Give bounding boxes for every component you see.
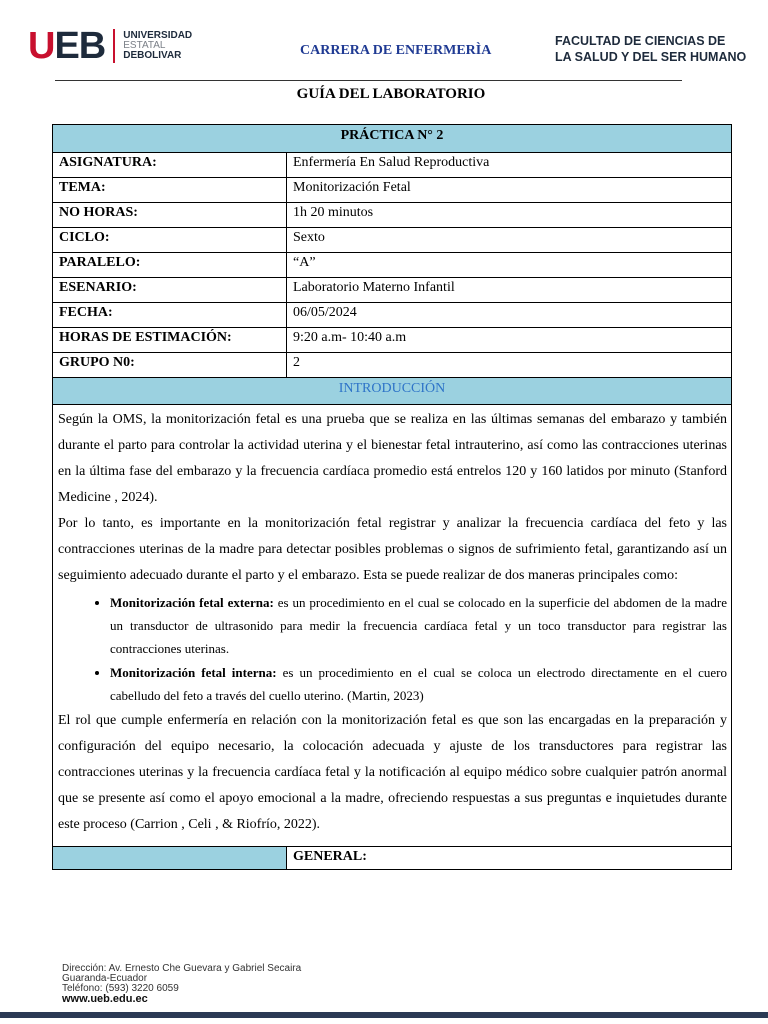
list-item: • Monitorización fetal interna: es un procedimiento en el cual se coloca un electrodo directamente en el cuero cabelludo del feto a través del cuello uterino. (Martin, 2023) [110,661,727,707]
monitoring-types-list [58,591,727,707]
row-label: ASIGNATURA: [53,153,287,178]
guide-title: GUÍA DEL LABORATORIO [296,86,486,102]
intro-paragraph-2: Por lo tanto, es importante en la monitorización fetal registrar y analizar la frecuencia cardíaca del feto y las contracciones uterinas de la madre para detectar posibles problemas o signos de sufrimiento fetal, garantizando así un seguimiento adecuado durante el parto y el embarazo. Esta se puede realizar de dos maneras principales como: [58,516,727,583]
table-row [53,203,732,228]
footer-bar [0,1012,768,1018]
row-value: Enfermería En Salud Reproductiva [287,153,732,178]
row-value: Laboratorio Materno Infantil [287,278,732,303]
footer-address: Dirección: Av. Ernesto Che Guevara y Gabriel Secaira [62,963,302,974]
footer-city: Guaranda-Ecuador [62,973,148,984]
header-divider [55,80,682,81]
footer-website: www.ueb.edu.ec [62,993,148,1005]
practice-table [52,124,732,870]
table-row [53,228,732,253]
table-row [53,278,732,303]
intro-content [53,405,732,847]
intro-paragraph-3: El rol que cumple enfermería en relación con la monitorización fetal es que son las encargadas en la preparación y configuración del equipo necesario, la colocación adecuada y ajuste de los transductores para registrar las contracciones uterinas y la frecuencia cardíaca fetal y la notificación al equipo médico sobre cualquier patrón anormal que se presente así como el apoyo emocional a la madre, ofreciendo respuestas a sus preguntas e inquietudes durante este proceso (Carrion , Celi , & Riofrío, 2022). [58,713,727,832]
row-label: PARALELO: [53,253,287,278]
row-label: TEMA: [53,178,287,203]
faculty-title: FACULTAD DE CIENCIAS DE LA SALUD Y DEL SER HUMANO [555,34,747,64]
ueb-logo [28,25,193,67]
logo-divider [113,29,115,63]
page-header [0,0,768,80]
table-row [53,328,732,353]
row-label: CICLO: [53,228,287,253]
intro-heading: INTRODUCCIÓN [53,378,732,405]
table-row [53,303,732,328]
row-value: “A” [287,253,732,278]
row-label: HORAS DE ESTIMACIÓN: [53,328,287,353]
row-value: 9:20 a.m- 10:40 a.m [287,328,732,353]
table-row [53,253,732,278]
row-value: 2 [287,353,732,378]
intro-paragraph-1: Según la OMS, la monitorización fetal es una prueba que se realiza en las últimas semanas del embarazo y también durante el parto para controlar la actividad uterina y el bienestar fetal intrauterino, así como las contracciones uterinas en la última fase del embarazo y la frecuencia cardíaca promedio está entrelos 120 y 160 latidos por minuto (Stanford Medicine , 2024). [58,412,727,505]
practice-title: PRÁCTICA N° 2 [53,125,732,153]
row-value: Monitorización Fetal [287,178,732,203]
row-value: 1h 20 minutos [287,203,732,228]
row-label: ESENARIO: [53,278,287,303]
row-label: FECHA: [53,303,287,328]
ueb-logo-mark: UEB [28,25,106,67]
footer-phone: Teléfono: (593) 3220 6059 [62,983,179,994]
row-label: NO HORAS: [53,203,287,228]
general-label: GENERAL: [287,847,732,870]
table-row [53,153,732,178]
list-item: • Monitorización fetal externa: es un procedimiento en el cual se colocado en la superficie del abdomen de la madre un transductor de ultrasonido para medir la frecuencia cardíaca fetal y un toco transductor para registrar las contracciones uterinas. [110,591,727,660]
row-value: Sexto [287,228,732,253]
row-value: 06/05/2024 [287,303,732,328]
general-cell-left [53,847,287,870]
table-row [53,178,732,203]
page-footer [62,964,301,1004]
career-title: CARRERA DE ENFERMERÌA [300,43,492,58]
ueb-logo-name: UNIVERSIDAD ESTATAL DEBOLIVAR [123,30,193,61]
row-label: GRUPO N0: [53,353,287,378]
table-row [53,353,732,378]
